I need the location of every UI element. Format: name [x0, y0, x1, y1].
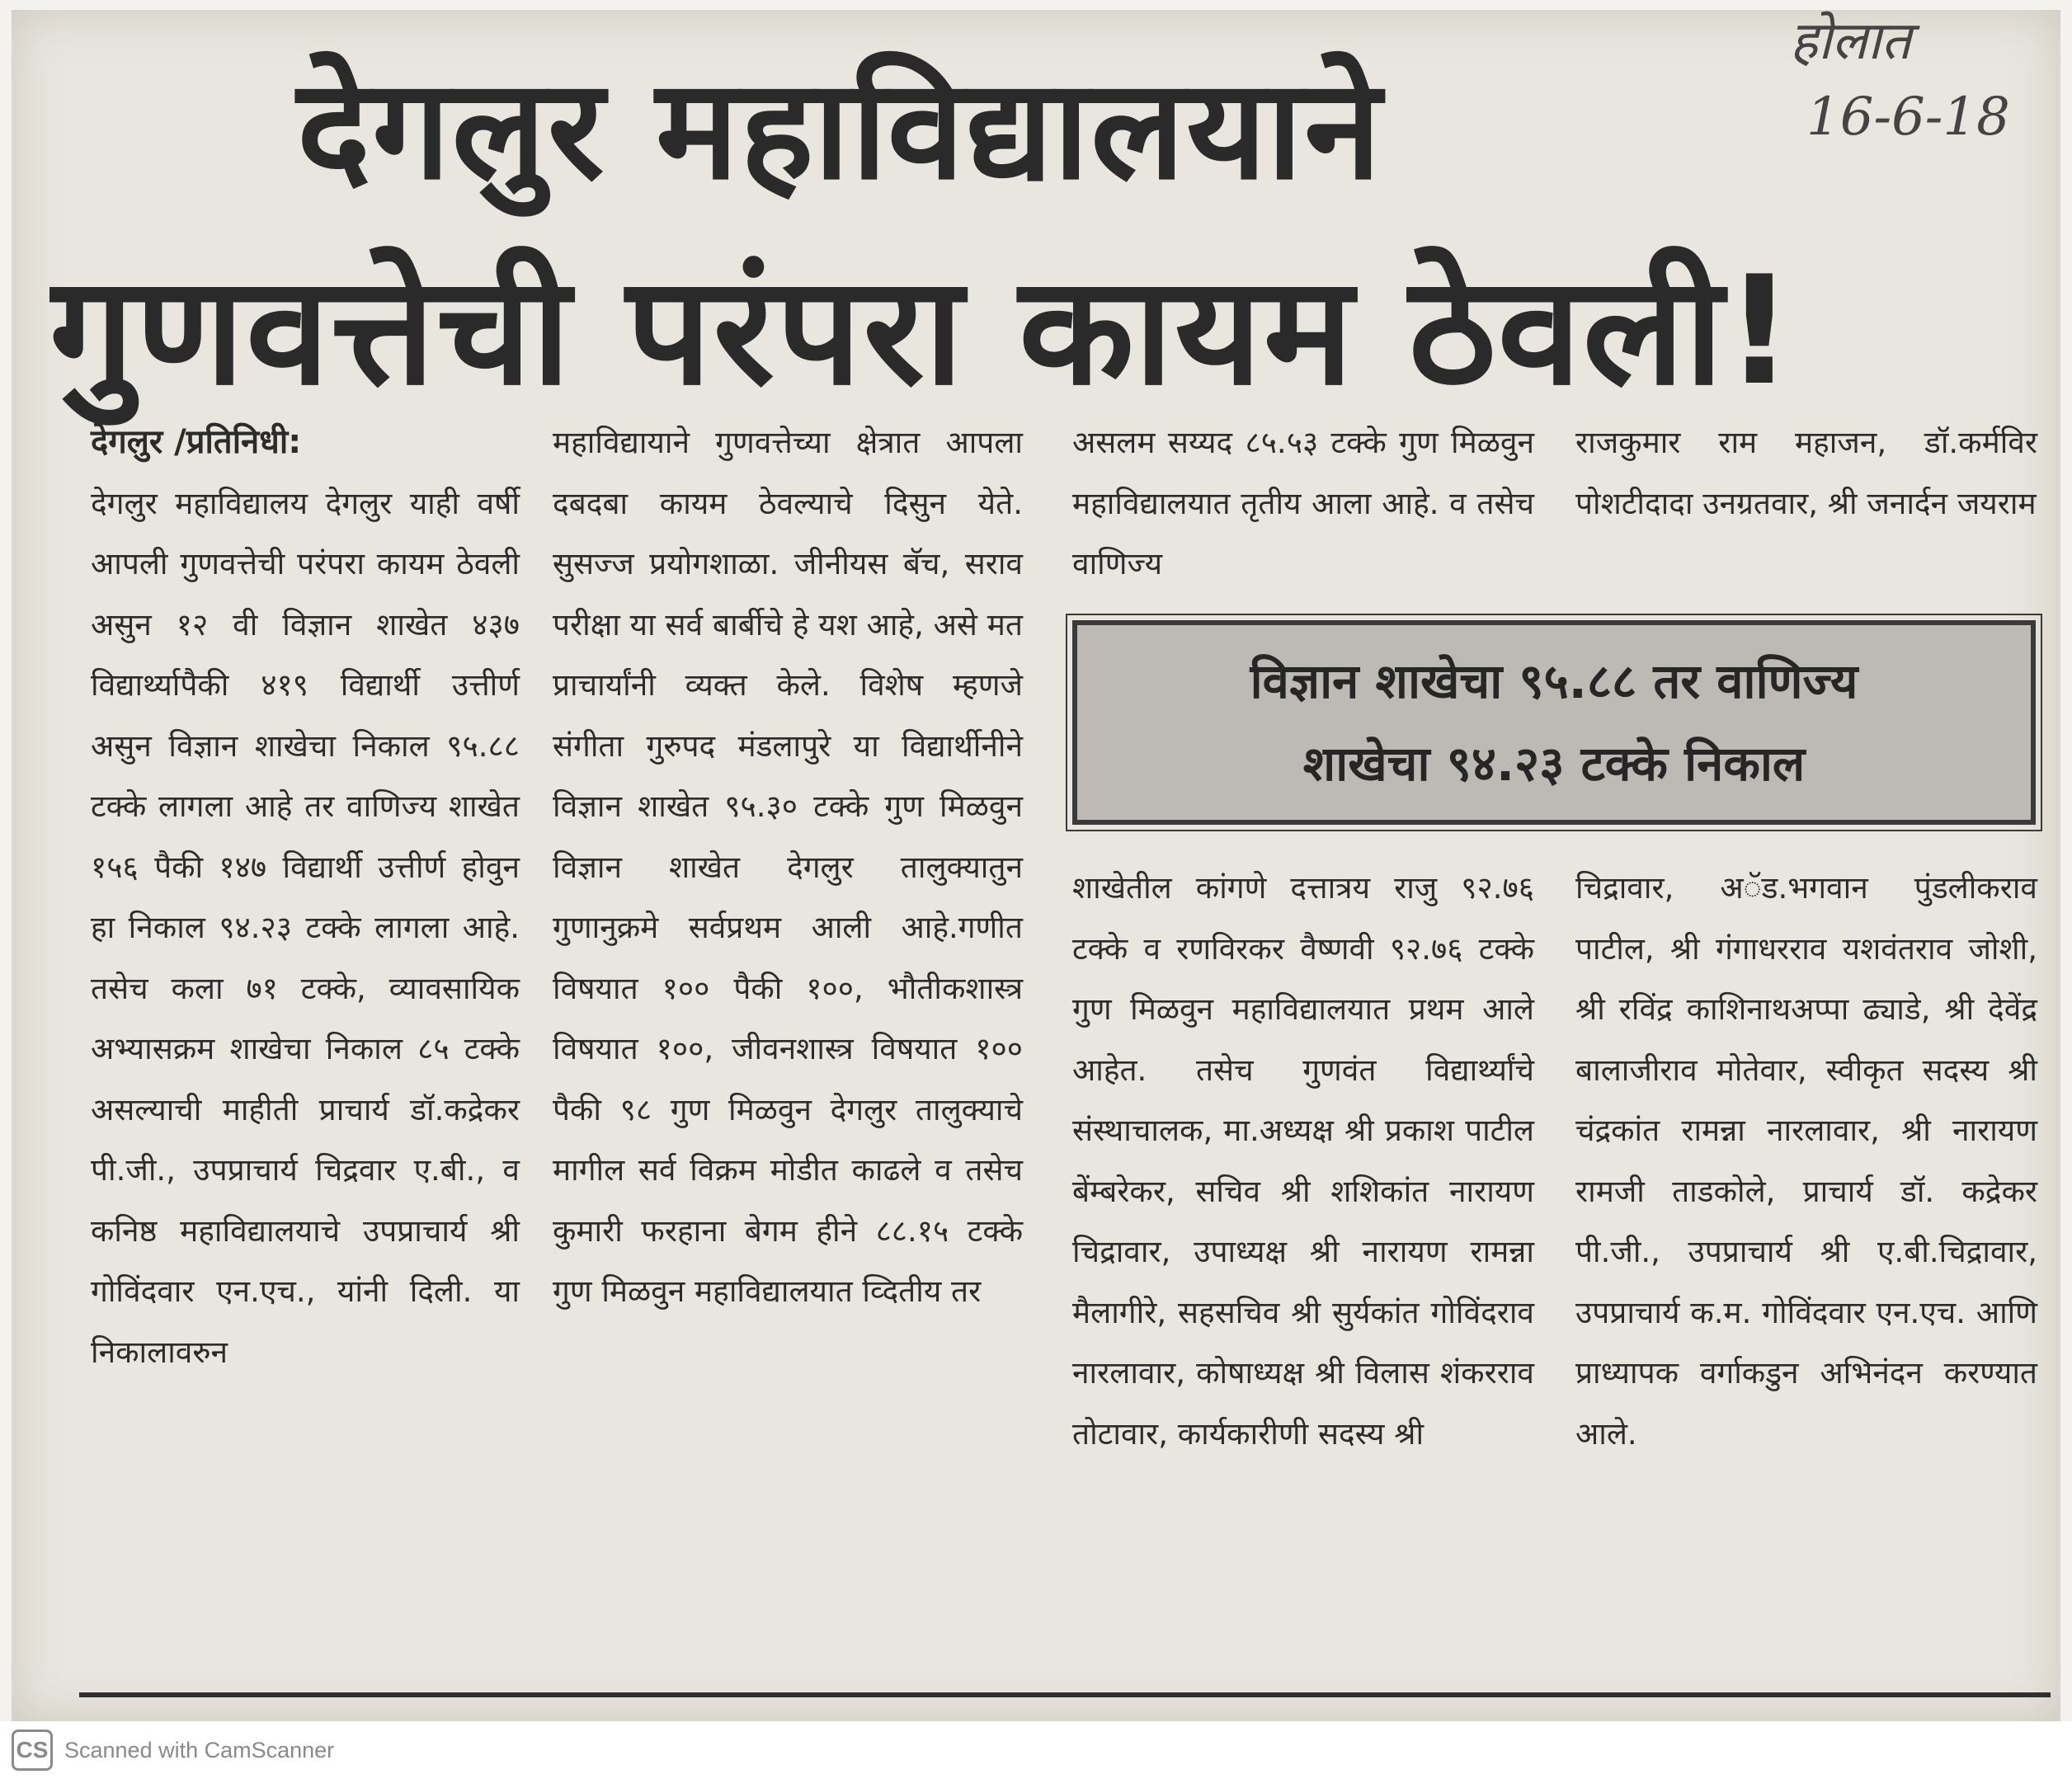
- scanned-with-text: Scanned with CamScanner: [64, 1737, 335, 1763]
- column-4-top-text: राजकुमार राम महाजन, डॉ.कर्मविर पोशटीदादा उनग्रतवार, श्री जनार्दन जयराम: [1575, 425, 2037, 521]
- pullquote-box: [1072, 620, 2036, 825]
- camscanner-logo-icon: CS: [12, 1730, 53, 1771]
- article-column-4-top: [1575, 412, 2037, 534]
- article-column-4-bottom: [1575, 858, 2037, 1464]
- column-1-text: देगलुर महाविद्यालय देगलुर याही वर्षी आपली गुणवत्तेची परंपरा कायम ठेवली असुन १२ वी विज्ञान शाखेत ४३७ विद्यार्थ्यापैकी ४१९ विद्यार्थी उत्तीर्ण असुन विज्ञान शाखेचा निकाल ९५.८८ टक्के लागला आहे तर वाणिज्य शाखेत १५६ पैकी १४७ विद्यार्थी उत्तीर्ण होवुन हा निकाल ९४.२३ टक्के लागला आहे. तसेच कला ७१ टक्के, व्यावसायिक अभ्यासक्रम शाखेचा निकाल ८५ टक्के असल्याची माहीती प्राचार्य डॉ.कद्रेकर पी.जी., उपप्राचार्य चिद्रवार ए.बी., व कनिष्ठ महाविद्यालयाचे उपप्राचार्य श्री गोविंदवार एन.एच., यांनी दिली. या निकालावरुन: [91, 485, 520, 1370]
- bottom-rule: [79, 1692, 2051, 1697]
- pullquote-line-2: शाखेचा ९४.२३ टक्के निकाल: [1302, 736, 1806, 792]
- column-2-text: महाविद्यायाने गुणवत्तेच्या क्षेत्रात आपला दबदबा कायम ठेवल्याचे दिसुन येते. सुसज्ज प्रयोगशाळा. जीनीयस बॅच, सराव परीक्षा या सर्व बार्बीचे हे यश आहे, असे मत प्राचार्यांनी व्यक्त केले. विशेष म्हणजे संगीता गुरुपद मंडलापुरे या विद्यार्थीनीने विज्ञान शाखेत ९५.३० टक्के गुण मिळवुन विज्ञान शाखेत देगलुर तालुक्यातुन गुणानुक्रमे सर्वप्रथम आली आहे.गणीत विषयात १०० पैकी १००, भौतीकशास्त्र विषयात १००, जीवनशास्त्र विषयात १०० पैकी ९८ गुण मिळवुन देगलुर तालुक्याचे मागील सर्व विक्रम मोडीत काढले व तसेच कुमारी फरहाना बेगम हीने ८८.१५ टक्के गुण मिळवुन महाविद्यालयात व्दितीय तर: [553, 425, 1023, 1309]
- scanner-footer: [0, 1721, 2072, 1779]
- handwritten-publication: होलात: [1790, 11, 1912, 72]
- headline-line-2: गुणवत्तेची परंपरा कायम ठेवली!: [49, 243, 1796, 418]
- column-3-top-text: असलम सय्यद ८५.५३ टक्के गुण मिळवुन महाविद्यालयात तृतीय आला आहे. व तसेच वाणिज्य: [1072, 425, 1534, 581]
- article-column-1: [91, 412, 520, 1382]
- article-column-3-top: [1072, 412, 1534, 595]
- column-3-bottom-text: शाखेतील कांगणे दत्तात्रय राजु ९२.७६ टक्के व रणविरकर वैष्णवी ९२.७६ टक्के गुण मिळवुन महाविद्यालयात प्रथम आले आहेत. तसेच गुणवंत विद्यार्थ्यांचे संस्थाचालक, मा.अध्यक्ष श्री प्रकाश पाटील बेंम्बरेकर, सचिव श्री शशिकांत नारायण चिद्रावार, उपाध्यक्ष श्री नारायण रामन्ना मैलागीरे, सहसचिव श्री सुर्यकांत गोविंदराव नारलावार, कोषाध्यक्ष श्री विलास शंकरराव तोटावार, कार्यकारीणी सदस्य श्री: [1072, 870, 1534, 1452]
- pullquote-line-1: विज्ञान शाखेचा ९५.८८ तर वाणिज्य: [1250, 653, 1858, 709]
- column-4-bottom-text: चिद्रावार, अॅड.भगवान पुंडलीकराव पाटील, श्री गंगाधरराव यशवंतराव जोशी, श्री रविंद्र काशिनाथअप्पा ढ्याडे, श्री देवेंद्र बालाजीराव मोतेवार, स्वीकृत सदस्य श्री चंद्रकांत रामन्ना नारलावार, श्री नारायण रामजी ताडकोले, प्राचार्य डॉ. कद्रेकर पी.जी., उपप्राचार्य श्री ए.बी.चिद्रावार, उपप्राचार्य क.म. गोविंदवार एन.एच. आणि प्राध्यापक वर्गाकडुन अभिनंदन करण्यात आले.: [1575, 870, 2037, 1452]
- handwritten-date: 16-6-18: [1806, 87, 2010, 148]
- article-column-2: [553, 412, 1023, 1322]
- headline-line-1: देगलुर महाविद्यालयाने: [297, 49, 1383, 210]
- byline: देगलुर /प्रतिनिधी:: [91, 423, 302, 461]
- article-column-3-bottom: [1072, 858, 1534, 1464]
